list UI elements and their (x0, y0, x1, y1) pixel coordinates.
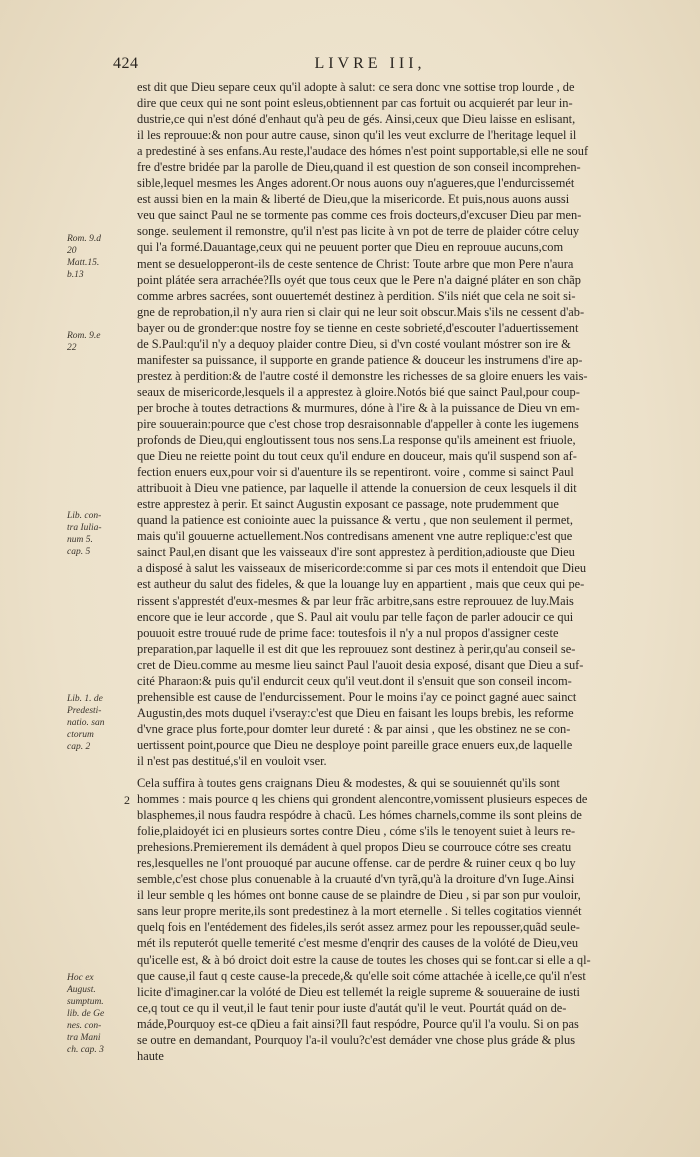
margin-note (67, 972, 125, 1056)
margin-note-line: sumptum. (67, 997, 104, 1007)
text-line: prestez à perdition:& de l'autre costé il demonstre les richesses de sa gloire enuers les vais- (137, 368, 588, 383)
margin-note-line: lib. de Ge (67, 1009, 105, 1019)
text-line: il n'est pas destitué,s'il en vouloit vser. (137, 753, 327, 768)
text-line: qui l'a formé.Dauantage,ceux qui ne peuuent porter que Dieu en reprouue aucuns,com (137, 240, 564, 255)
text-line: pire souuerain:pource que c'est chose trop desraisonnable d'appeller à conte les iugemens (137, 416, 579, 431)
text-line: quelq fois en l'entédement des fideles,ils serót assez armez pour les repousser,quãd seule- (137, 920, 580, 935)
text-line: est dit que Dieu separe ceux qu'il adopte à salut: ce sera donc vne sottise trop lourde , de (137, 80, 575, 94)
margin-note-line: cap. 2 (67, 742, 91, 752)
text-line: que cause,il faut q ceste cause-la precede,& qu'elle soit cóme attachée à icelle,ce qu'il n'est (137, 968, 586, 983)
text-line: máde,Pourquoy est-ce qDieu a fait ainsi?Il faut respódre, Pource qu'il l'a voulu. Si on pas (137, 1016, 579, 1031)
text-line: seaux de misericorde,lesquels il a apprestez à gloire.Notós bié que sainct Paul,pour coup- (137, 384, 580, 399)
text-line: quand la patience est coniointe auec la puissance & vertu , que non seulement il permet, (137, 513, 573, 528)
text-line: encore que ie leur accorde , que S. Paul ait voulu par telle façon de parler adoucir ce qui (137, 609, 574, 624)
margin-note-line: ch. cap. 3 (67, 1045, 104, 1055)
text-line: blasphemes,il nous faudra respódre à chacũ. Les hómes charnels,comme ils sont pleins de (137, 808, 582, 823)
margin-note-line: b.13 (67, 270, 84, 280)
text-line: cité Pharaon:& puis qu'il endurcit ceux qu'il veut.dont il s'ensuit que son conseil incom- (137, 673, 572, 688)
text-line: est autheur du salut des fideles, & que la louange luy en appartient , mais que ceux qui pe- (137, 577, 585, 592)
text-line: se outre en demandant, Pourquoy l'a-il voulu?c'est demáder vne chose plus gráde & plus (137, 1032, 576, 1047)
text-line: fre d'estre bridée par la parolle de Dieu,quand il est question de son conseil incomprehen- (137, 160, 581, 175)
margin-note-line: Matt.15. (67, 258, 100, 268)
margin-note-line: 22 (67, 343, 77, 353)
text-line: sible,lequel mesmes les Anges adorent.Or nous auons ouy n'agueres,que l'endurcissemét (137, 176, 575, 191)
text-line: prehesions.Premierement ils demádent à quel propos Dieu se courrouce cótre ses creatu (137, 840, 572, 855)
text-line: est aussi bien en la main & liberté de Dieu,que la misericorde. Et puis,nous auons aussi (137, 192, 570, 207)
text-line: manifester sa puissance, il supporte en grande patience & douceur les instrumens d'ire ap- (137, 352, 583, 367)
text-line: point plátée sera arrachée?Ils oyét que tous ceux que le Pere n'a daigné pláter en son chãp (137, 272, 581, 287)
text-line: que Dieu ne reiette point du tout ceux qu'il endure en douceur, mais qu'il suspend son af- (137, 449, 577, 464)
text-line: uertissent point,pource que Dieu ne desploye point pareille grace enuers eux,de laquelle (137, 737, 573, 752)
margin-note-line: Rom. 9.d (67, 234, 102, 244)
text-line: haute (137, 1048, 164, 1063)
running-head: LIVRE III, (314, 55, 426, 72)
margin-note-line: nes. con- (67, 1021, 102, 1031)
text-line: a predestiné à ses enfans.Au reste,l'audace des hómes n'est point supportable,si elle ne souf (137, 144, 589, 159)
text-line: qu'icelle est, & à bó droict doit estre la cause de toutes les choses qui se font.car si elle a ql- (137, 952, 591, 967)
paragraph-number: 2 (124, 793, 130, 807)
text-line: attribuoit à Dieu vne patience, par laquelle il attende la conuersion de ceux lesquels il dit (137, 481, 577, 496)
text-line: ment se desuelopperont-ils de ceste sentence de Christ: Toute arbre que mon Pere n'aura (137, 256, 574, 271)
margin-note-line: Hoc ex (67, 973, 94, 983)
body-text (137, 79, 613, 1064)
text-line: folie,plaidoyét ici en plusieurs sortes contre Dieu , cóme s'ils le tenoyent suiet à leurs re- (137, 824, 576, 839)
margin-note-line: num 5. (67, 535, 93, 545)
margin-note-line: 20 (67, 246, 77, 256)
text-line: prehensible est cause de l'endurcissement. Pour le moins i'ay ce poinct gagné auec sainct (137, 689, 577, 704)
text-line: hommes : mais pource q les chiens qui grondent alencontre,vomissent plusieurs especes de (137, 792, 588, 807)
margin-note-line: Lib. con- (67, 511, 102, 521)
margin-note (67, 233, 125, 281)
text-line: fection enuers eux,pour voir si d'auenture ils se repentiront. voire , comme si sainct Paul (137, 465, 574, 480)
margin-note-line: natio. san (67, 718, 105, 728)
text-line: gne de reprobation,il n'y aura rien si clair qui ne leur soit obscur.Mais s'ils ne cessent d'ab- (137, 304, 585, 319)
text-line: rissent s'apprestét d'eux-mesmes & par leur frãc arbitre,sans estre reprouuez de luy.Mais (137, 593, 574, 608)
text-line: sainct Paul,en disant que les vaisseaux d'ire sont apprestez à perdition,adiouste que Dieu (137, 545, 575, 560)
text-line: veu que sainct Paul ne se tormente pas comme ces frois docteurs,d'excuser Dieu par men- (137, 208, 582, 223)
text-line: semble,c'est chose plus conuenable à la cruauté d'vn tyrã,qu'à la droiture d'vn Iuge.Ainsi (137, 872, 575, 887)
text-line: preparation,par laquelle il est dit que les reprouuez sont destinez à perir,qu'au conseil se- (137, 641, 576, 656)
margin-note (67, 693, 125, 753)
text-line: songe. seulement il remonstre, qu'il n'est pas licite à vn pot de terre de plaider cótre celuy (137, 224, 580, 239)
margin-note-line: tra Mani (67, 1033, 101, 1043)
page-number: 424 (113, 55, 139, 72)
margin-note (67, 330, 125, 354)
margin-note-line: Predesti- (67, 706, 102, 716)
text-line: a disposé à salut les vaisseaux de misericorde:comme si par ces mots il entendoit que Dieu (137, 561, 587, 576)
text-line: res,lesquelles ne l'ont prouoqué par aucune offense. car de perdre & ruiner ceux q bo luy (137, 856, 576, 871)
text-line: bayer ou de gronder:que nostre foy se tienne en ceste sobrieté,d'escouter l'aduertissement (137, 320, 579, 335)
text-line: per broche à toutes detractions & murmures, dóne à l'ire & à la puissance de Dieu vn em- (137, 400, 580, 415)
text-line: d'vne grace plus forte,pour domter leur dureté : & par ainsi , que les obstinez ne se con- (137, 721, 571, 736)
text-line: Augustin,des mots duquel i'vseray:c'est que Dieu en faisant les loups brebis, les reforme (137, 705, 574, 720)
text-line: sans leur propre merite,ils sont predestinez à la mort eternelle . Si telles cogitatios viennét (137, 904, 582, 919)
text-line: Cela suffira à toutes gens craignans Dieu & modestes, & qui se souuiennét qu'ils sont (137, 776, 560, 791)
text-line: licite d'imaginer.car la volóté de Dieu est tellemét la reigle supreme & souueraine de iusti (137, 984, 580, 999)
text-line: mais qu'il gouuerne actuellement.Nos contredisans amenent vne autre replique:c'est que (137, 529, 573, 544)
text-line: il les reprouue:& non pour autre cause, sinon qu'il les veut exclurre de l'heritage lequel il (137, 128, 577, 143)
text-line: de S.Paul:qu'il n'y a dequoy plaider contre Dieu, si d'vn costé voulant móstrer son ire & (137, 336, 571, 351)
margin-note (67, 510, 125, 558)
margin-note-line: August. (67, 985, 96, 995)
margin-note-line: tra Iulia- (67, 523, 102, 533)
text-line: il leur semble q les hómes ont bonne cause de se plaindre de Dieu , si par son pur vouloir, (137, 888, 581, 903)
margin-note-line: Rom. 9.e (67, 331, 101, 341)
margin-note-line: Lib. 1. de (67, 694, 103, 704)
text-line: dustrie,ce qui n'est dóné d'enhaut qu'à peu de gés. Ainsi,ceux que Dieu laisse en eslisant, (137, 112, 576, 127)
text-line: dire que ceux qui ne sont point esleus,obtiennent par cas fortuit ou acquierét par leur in- (137, 96, 573, 111)
margin-note-line: cap. 5 (67, 547, 91, 557)
text-line: profonds de Dieu,qui engloutissent tous nos sens.La response qu'ils ameinent est friuole, (137, 433, 576, 448)
margin-note-line: ctorum (67, 730, 94, 740)
text-line: pouuoit estre trouué rude de prime face: toutesfois il n'y a nul propos d'assigner ceste (137, 625, 559, 640)
text-line: cret de Dieu.comme au mesme lieu sainct Paul l'auoit desia exposé, disant que Dieu a suf- (137, 657, 584, 672)
text-line: comme arbres sacrées, sont ouuertemét destinez à perdition. S'ils niét que cela ne soit si- (137, 288, 576, 303)
text-line: estre apprestez à perir. Et sainct Augustin exposant ce passage, note prudemment que (137, 497, 559, 512)
text-line: mét ils reputerót quelle temerité c'est mesme d'enqrir des causes de la volóté de Dieu,veu (137, 936, 579, 951)
text-line: ce,q tout ce qu il veut,il le faut tenir pour iuste d'autát qu'il le veut. Pourtát quád on de- (137, 1000, 567, 1015)
